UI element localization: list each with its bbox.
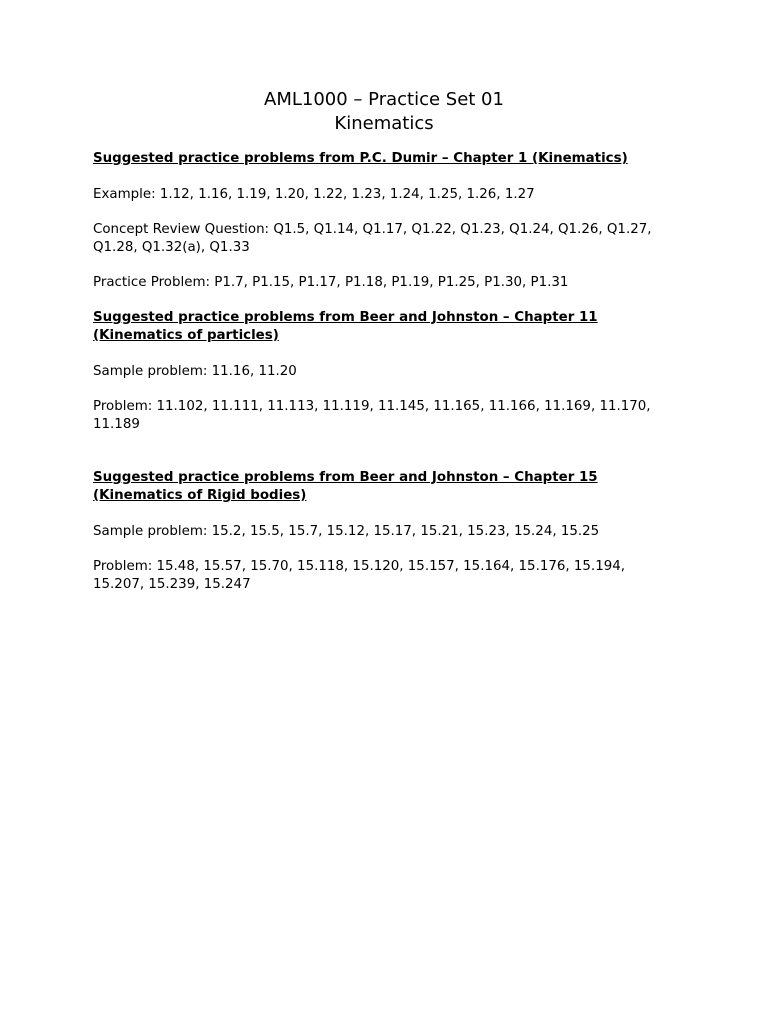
document-body bbox=[93, 150, 678, 594]
document-title bbox=[0, 88, 768, 136]
dumir-examples: Example: 1.12, 1.16, 1.19, 1.20, 1.22, 1.23, 1.24, 1.25, 1.26, 1.27 bbox=[93, 187, 535, 202]
title-topic: Kinematics bbox=[334, 113, 434, 134]
section-heading-beer-ch11: Suggested practice problems from Beer and Johnston – Chapter 11 (Kinematics of particles) bbox=[93, 310, 598, 343]
section-heading-dumir: Suggested practice problems from P.C. Dumir – Chapter 1 (Kinematics) bbox=[93, 151, 628, 166]
ch11-problems: Problem: 11.102, 11.111, 11.113, 11.119, 11.145, 11.165, 11.166, 11.169, 11.170, 11.189 bbox=[93, 399, 651, 432]
dumir-practice-problems: Practice Problem: P1.7, P1.15, P1.17, P1.18, P1.19, P1.25, P1.30, P1.31 bbox=[93, 275, 569, 290]
ch11-sample-problems: Sample problem: 11.16, 11.20 bbox=[93, 364, 297, 379]
dumir-concept-review: Concept Review Question: Q1.5, Q1.14, Q1.17, Q1.22, Q1.23, Q1.24, Q1.26, Q1.27, Q1.28, Q1.32(a), Q1.33 bbox=[93, 222, 652, 255]
ch15-problems: Problem: 15.48, 15.57, 15.70, 15.118, 15.120, 15.157, 15.164, 15.176, 15.194, 15.207, 15.239, 15.247 bbox=[93, 559, 626, 592]
section-heading-beer-ch15: Suggested practice problems from Beer and Johnston – Chapter 15 (Kinematics of Rigid bodies) bbox=[93, 470, 598, 503]
title-course: AML1000 – Practice Set 01 bbox=[264, 89, 504, 110]
ch15-sample-problems: Sample problem: 15.2, 15.5, 15.7, 15.12, 15.17, 15.21, 15.23, 15.24, 15.25 bbox=[93, 524, 600, 539]
